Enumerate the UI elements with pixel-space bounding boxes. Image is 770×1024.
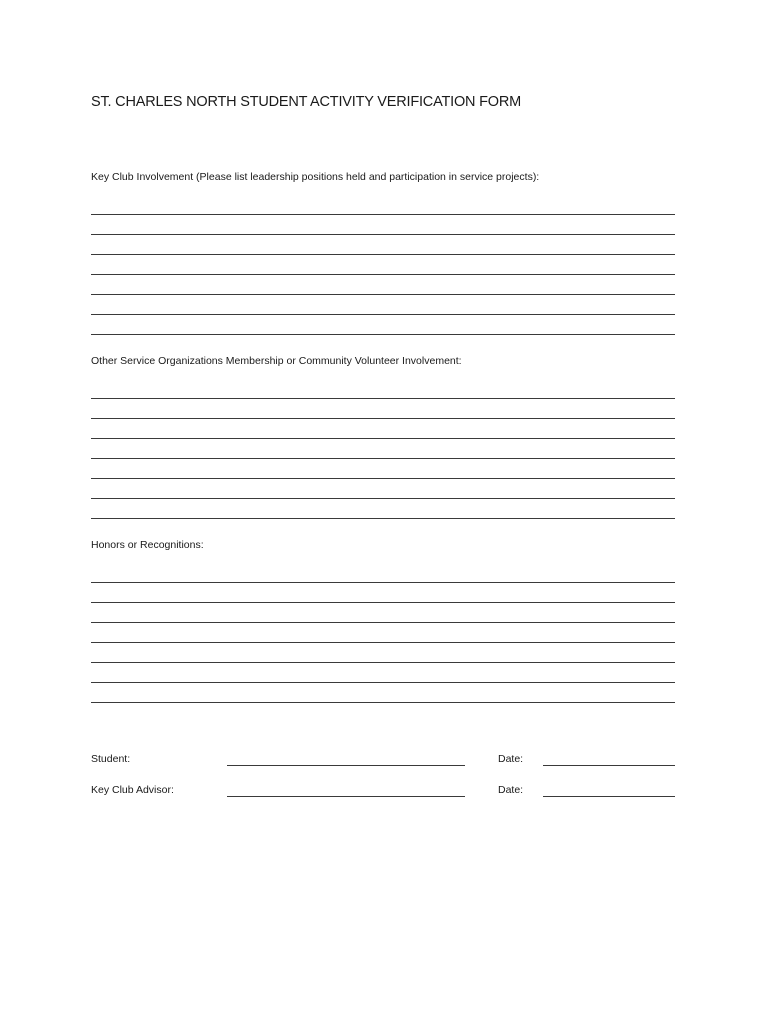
student-signature-line[interactable]	[227, 765, 465, 766]
advisor-date-line[interactable]	[543, 796, 675, 797]
student-label: Student:	[91, 753, 131, 765]
form-title: ST. CHARLES NORTH STUDENT ACTIVITY VERIFICATION FORM	[91, 94, 522, 110]
honors-fill-line-3[interactable]	[91, 622, 675, 623]
key-club-fill-line-4[interactable]	[91, 274, 675, 275]
service-org-fill-line-7[interactable]	[91, 518, 675, 519]
service-org-fill-line-3[interactable]	[91, 438, 675, 439]
advisor-label: Key Club Advisor:	[91, 784, 174, 796]
key-club-involvement-prompt: Key Club Involvement (Please list leadership positions held and participation in service projects):	[91, 171, 540, 183]
service-organizations-prompt: Other Service Organizations Membership or Community Volunteer Involvement:	[91, 355, 462, 367]
key-club-fill-line-7[interactable]	[91, 334, 675, 335]
service-org-fill-line-5[interactable]	[91, 478, 675, 479]
key-club-fill-line-6[interactable]	[91, 314, 675, 315]
advisor-signature-line[interactable]	[227, 796, 465, 797]
key-club-fill-line-3[interactable]	[91, 254, 675, 255]
service-org-fill-line-6[interactable]	[91, 498, 675, 499]
honors-fill-line-2[interactable]	[91, 602, 675, 603]
honors-fill-line-5[interactable]	[91, 662, 675, 663]
advisor-date-label: Date:	[498, 784, 524, 796]
student-date-label: Date:	[498, 753, 524, 765]
key-club-fill-line-1[interactable]	[91, 214, 675, 215]
key-club-fill-line-5[interactable]	[91, 294, 675, 295]
student-date-line[interactable]	[543, 765, 675, 766]
service-org-fill-line-1[interactable]	[91, 398, 675, 399]
key-club-fill-line-2[interactable]	[91, 234, 675, 235]
honors-fill-line-1[interactable]	[91, 582, 675, 583]
honors-fill-line-6[interactable]	[91, 682, 675, 683]
service-org-fill-line-4[interactable]	[91, 458, 675, 459]
honors-fill-line-4[interactable]	[91, 642, 675, 643]
honors-fill-line-7[interactable]	[91, 702, 675, 703]
service-org-fill-line-2[interactable]	[91, 418, 675, 419]
honors-recognitions-prompt: Honors or Recognitions:	[91, 539, 204, 551]
